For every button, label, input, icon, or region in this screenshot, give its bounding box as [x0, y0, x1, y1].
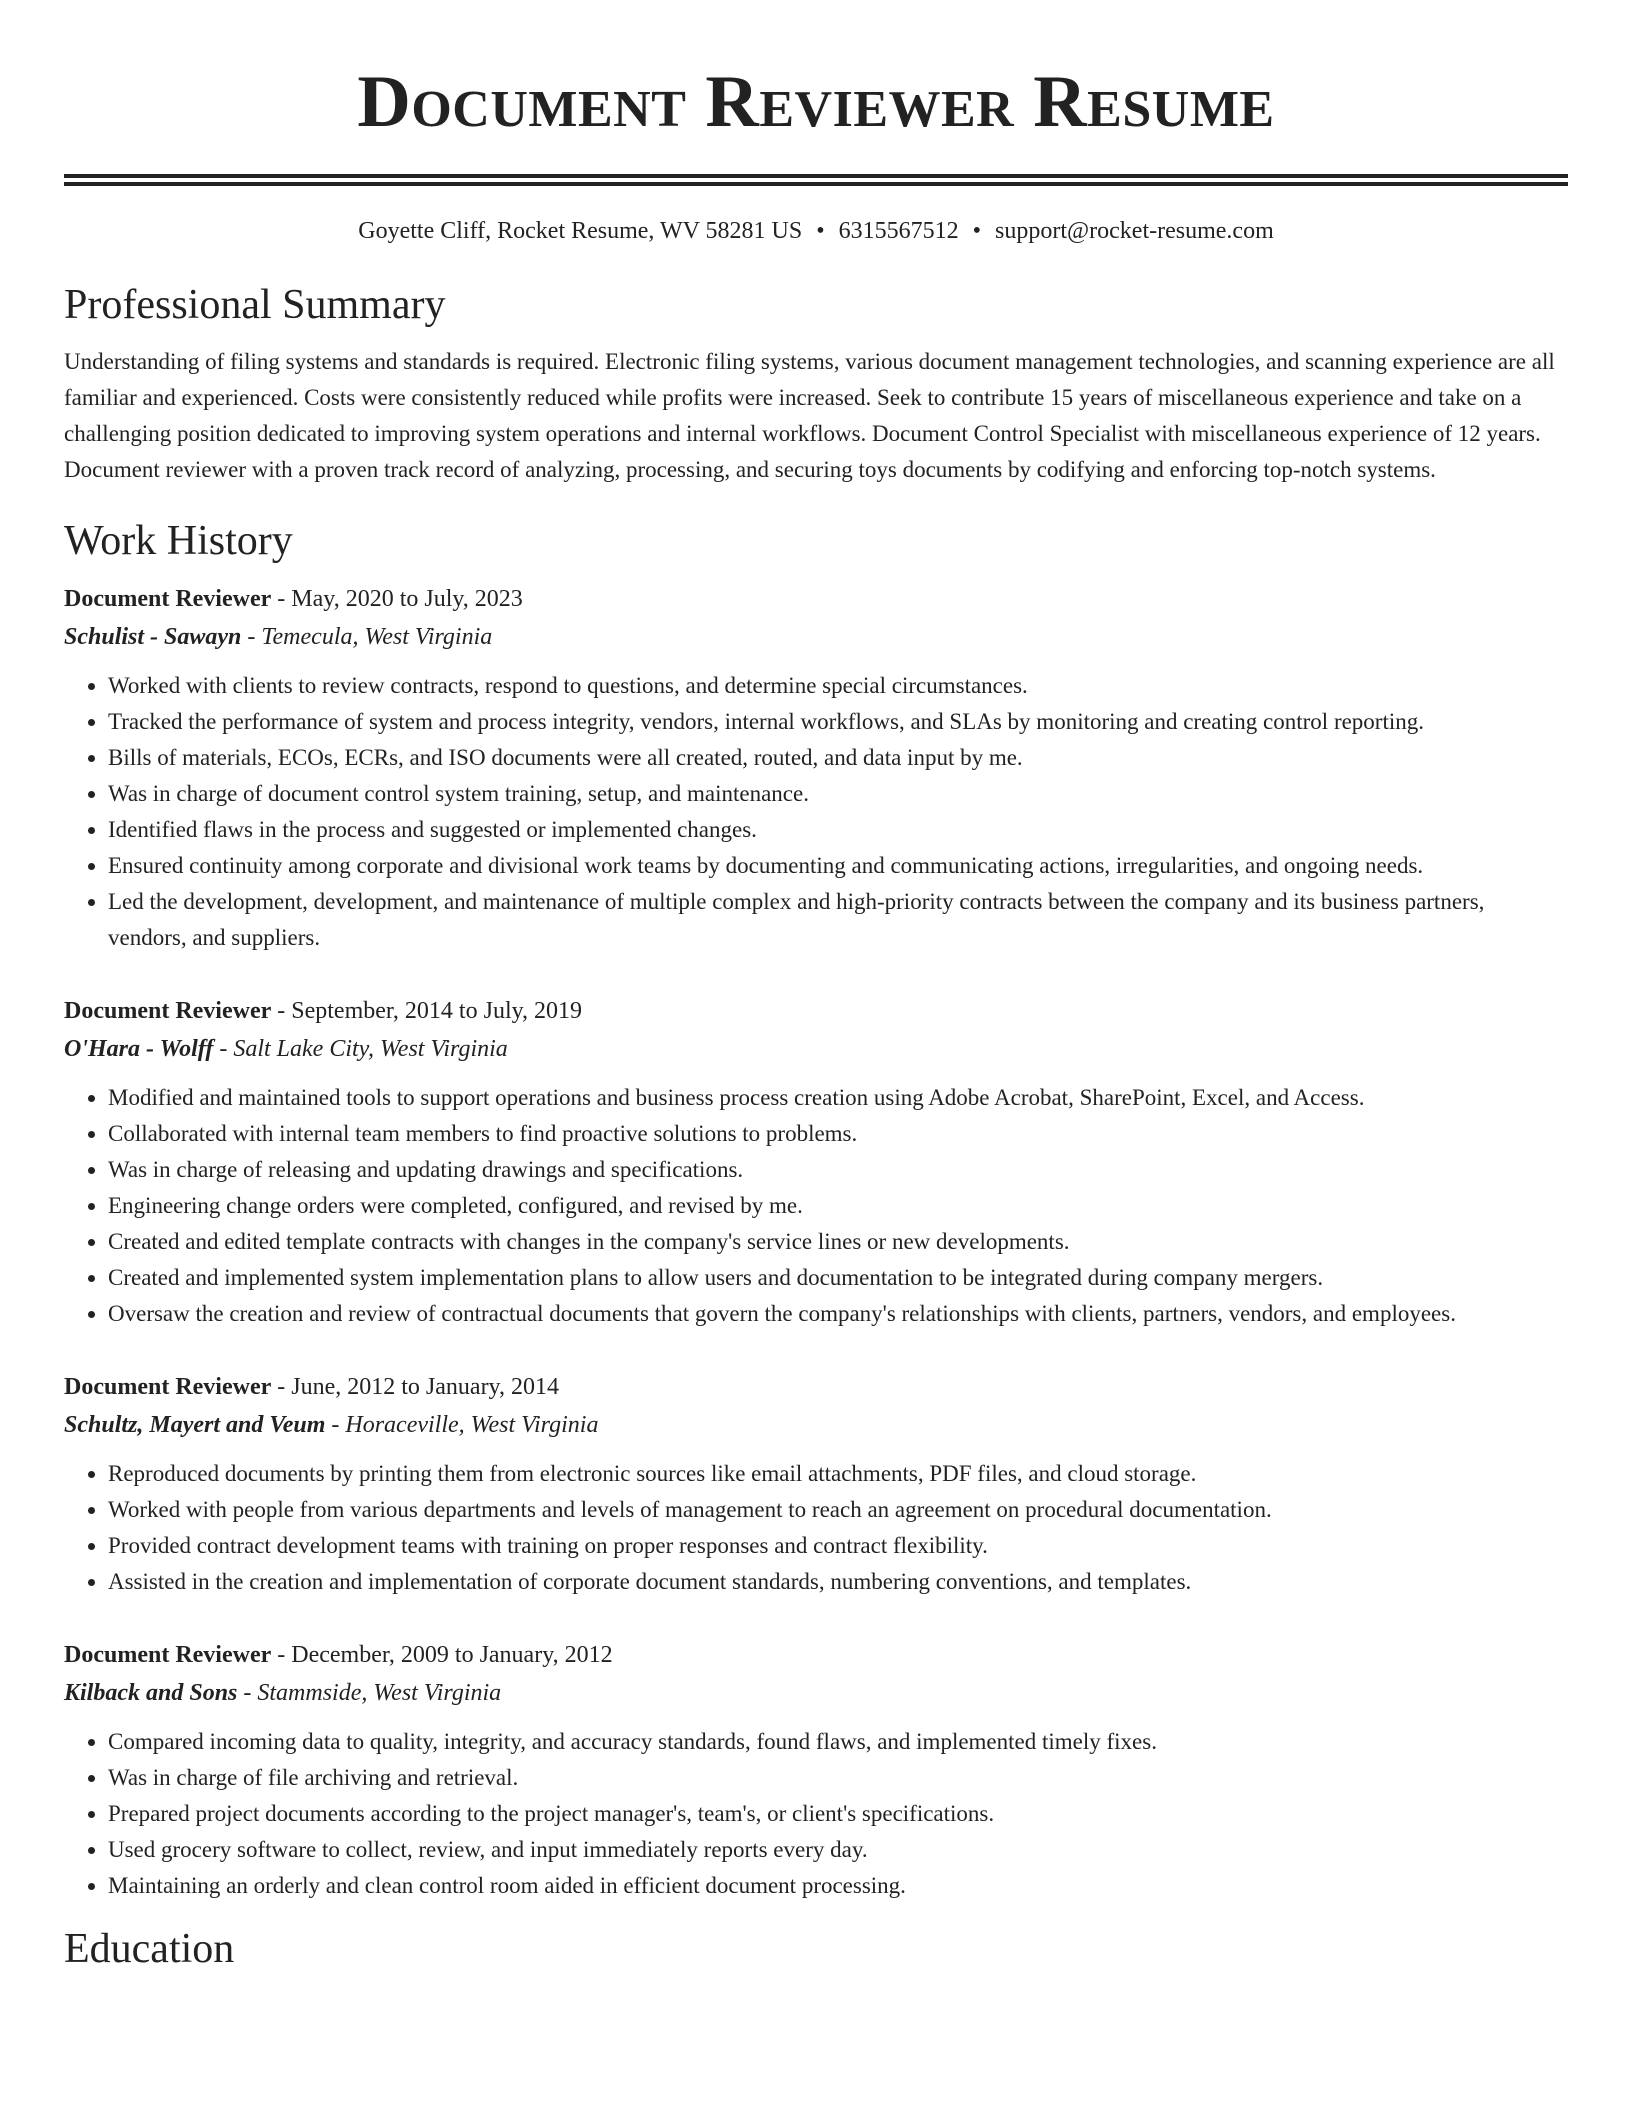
- job-bullet: • Oversaw the creation and review of contractual documents that govern the company's relationships with clients, partners, vendors, and employees.: [108, 1296, 1568, 1332]
- job-company-line: [64, 1674, 1568, 1712]
- job-dates: - September, 2014 to July, 2019: [271, 998, 583, 1024]
- job-bullet: • Tracked the performance of system and process integrity, vendors, internal workflows, and SLAs by monitoring and creating control reporting.: [108, 704, 1568, 740]
- job-company: Schulist - Sawayn: [64, 624, 242, 650]
- job-bullet-list: [64, 668, 1568, 956]
- job-entry: [64, 1636, 1568, 1904]
- job-bullet: • Prepared project documents according to the project manager's, team's, or client's specifications.: [108, 1796, 1568, 1832]
- job-bullet: • Ensured continuity among corporate and divisional work teams by documenting and communicating actions, irregularities, and ongoing needs.: [108, 848, 1568, 884]
- contact-address: Goyette Cliff, Rocket Resume, WV 58281 US: [358, 218, 803, 244]
- summary-heading: Professional Summary: [64, 282, 446, 328]
- job-company-line: [64, 1406, 1568, 1444]
- contact-phone: 6315567512: [838, 218, 959, 244]
- title-divider: [64, 174, 1568, 178]
- job-bullet: • Was in charge of releasing and updating drawings and specifications.: [108, 1152, 1568, 1188]
- job-location: - Temecula, West Virginia: [241, 624, 493, 650]
- job-dates: - June, 2012 to January, 2014: [271, 1374, 559, 1400]
- job-bullet: • Was in charge of file archiving and retrieval.: [108, 1760, 1568, 1796]
- job-title-line: [64, 1636, 1568, 1674]
- job-bullet: • Bills of materials, ECOs, ECRs, and ISO documents were all created, routed, and data input by me.: [108, 740, 1568, 776]
- job-company: O'Hara - Wolff: [64, 1036, 214, 1062]
- job-bullet: • Used grocery software to collect, review, and input immediately reports every day.: [108, 1832, 1568, 1868]
- job-bullet: • Engineering change orders were completed, configured, and revised by me.: [108, 1188, 1568, 1224]
- job-company: Schultz, Mayert and Veum: [64, 1412, 326, 1438]
- job-dates: - December, 2009 to January, 2012: [271, 1642, 613, 1668]
- job-bullet: • Worked with people from various departments and levels of management to reach an agreement on procedural documentation.: [108, 1492, 1568, 1528]
- job-title-line: [64, 992, 1568, 1030]
- job-bullet-list: [64, 1456, 1568, 1600]
- contact-separator: •: [816, 218, 825, 244]
- job-entry: [64, 580, 1568, 956]
- job-company: Kilback and Sons: [64, 1680, 238, 1706]
- summary-text: Understanding of filing systems and standards is required. Electronic filing systems, various document management technologies, and scanning experience are all familiar and experienced. Costs were consistently reduced while profits were increased. Seek to contribute 15 years of miscellaneous experience and take on a challenging position dedicated to improving system operations and internal workflows. Document Control Specialist with miscellaneous experience of 12 years. Document reviewer with a proven track record of analyzing, processing, and securing toys documents by codifying and enforcing top-notch systems.: [64, 349, 1555, 482]
- job-entry: [64, 992, 1568, 1332]
- job-company-line: [64, 1030, 1568, 1068]
- job-bullet: • Collaborated with internal team members to find proactive solutions to problems.: [108, 1116, 1568, 1152]
- work-history-heading: Work History: [64, 518, 293, 564]
- job-dates: - May, 2020 to July, 2023: [271, 586, 523, 612]
- job-title-line: [64, 1368, 1568, 1406]
- job-role: Document Reviewer: [64, 998, 272, 1024]
- job-bullet-list: [64, 1080, 1568, 1332]
- job-bullet: • Worked with clients to review contracts, respond to questions, and determine special circumstances.: [108, 668, 1568, 704]
- job-role: Document Reviewer: [64, 1642, 272, 1668]
- education-heading: Education: [64, 1926, 235, 1972]
- job-bullet: • Assisted in the creation and implementation of corporate document standards, numbering conventions, and templates.: [108, 1564, 1568, 1600]
- job-entry: [64, 1368, 1568, 1600]
- page-title: Document Reviewer Resume: [357, 61, 1275, 143]
- job-bullet: • Maintaining an orderly and clean control room aided in efficient document processing.: [108, 1868, 1568, 1904]
- job-bullet: • Created and edited template contracts with changes in the company's service lines or new developments.: [108, 1224, 1568, 1260]
- job-bullet: • Identified flaws in the process and suggested or implemented changes.: [108, 812, 1568, 848]
- job-bullet: • Compared incoming data to quality, integrity, and accuracy standards, found flaws, and implemented timely fixes.: [108, 1724, 1568, 1760]
- job-bullet: • Provided contract development teams with training on proper responses and contract flexibility.: [108, 1528, 1568, 1564]
- job-bullet: • Modified and maintained tools to support operations and business process creation using Adobe Acrobat, SharePoint, Excel, and Access.: [108, 1080, 1568, 1116]
- contact-line: [64, 216, 1568, 246]
- job-company-line: [64, 618, 1568, 656]
- job-bullet: • Led the development, development, and maintenance of multiple complex and high-priority contracts between the company and its business partners, vendors, and suppliers.: [108, 884, 1568, 956]
- job-bullet: • Created and implemented system implementation plans to allow users and documentation to be integrated during company mergers.: [108, 1260, 1568, 1296]
- job-bullet: • Was in charge of document control system training, setup, and maintenance.: [108, 776, 1568, 812]
- job-location: - Stammside, West Virginia: [237, 1680, 502, 1706]
- job-location: - Salt Lake City, West Virginia: [213, 1036, 508, 1062]
- job-role: Document Reviewer: [64, 586, 272, 612]
- contact-separator: •: [972, 218, 982, 244]
- job-bullet: • Reproduced documents by printing them from electronic sources like email attachments, PDF files, and cloud storage.: [108, 1456, 1568, 1492]
- job-role: Document Reviewer: [64, 1374, 272, 1400]
- job-title-line: [64, 580, 1568, 618]
- work-history-list: [64, 580, 1568, 1904]
- job-location: - Horaceville, West Virginia: [325, 1412, 599, 1438]
- job-bullet-list: [64, 1724, 1568, 1904]
- contact-email: support@rocket-resume.com: [995, 218, 1274, 244]
